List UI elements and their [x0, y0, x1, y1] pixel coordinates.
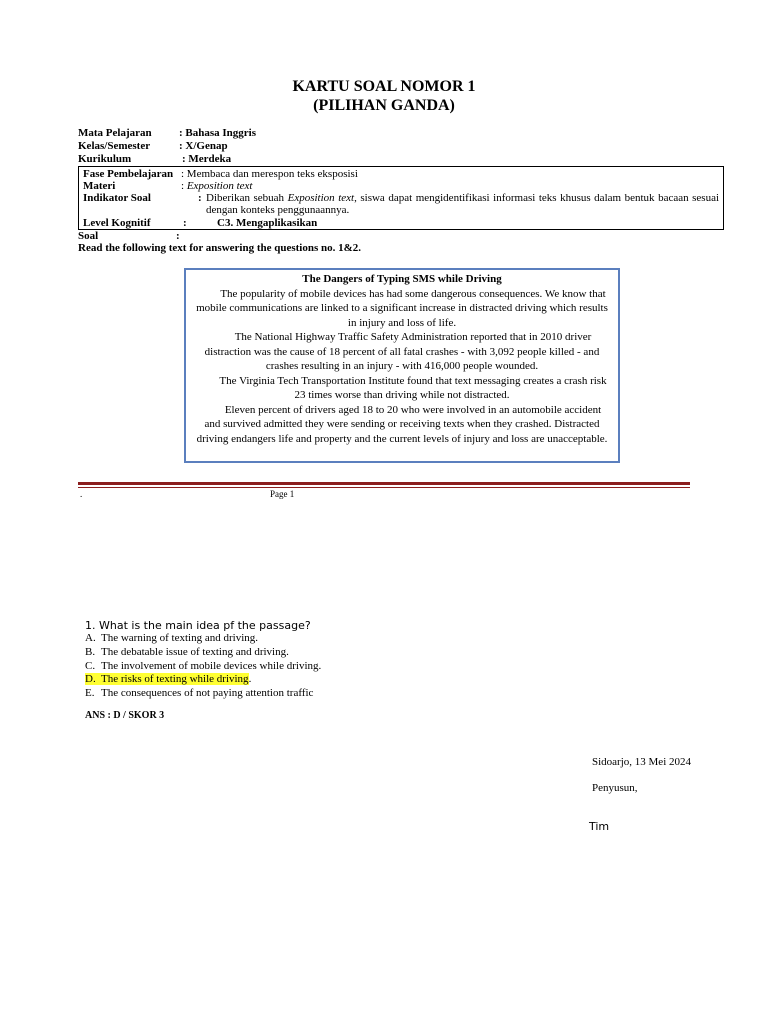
signature-place-date: Sidoarjo, 13 Mei 2024: [592, 756, 691, 768]
meta-curriculum-label: Kurikulum: [78, 153, 132, 165]
fase-value: : Membaca dan merespon teks eksposisi: [181, 168, 358, 180]
question-number: 1.: [85, 619, 96, 632]
meta-subject-label: Mata Pelajaran: [78, 127, 152, 139]
passage-paragraph-3: The Virginia Tech Transportation Institute found that text messaging creates a crash risk 23 times worse than driving while not distracted.: [219, 374, 607, 401]
materi-row: [83, 180, 115, 192]
page-number: Page 1: [270, 489, 295, 499]
option-d-text: The risks of texting while driving: [101, 673, 249, 686]
card-subtitle: (PILIHAN GANDA): [313, 97, 455, 114]
signature-role: Penyusun,: [592, 782, 638, 794]
meta-curriculum: [78, 153, 231, 166]
meta-curriculum-value: : Merdeka: [182, 153, 232, 165]
materi-label: Materi: [83, 180, 116, 192]
indikator-text: Diberikan sebuah Exposition text, siswa dapat mengidentifikasi informasi teks khusus dalam bentuk bacaan sesuai dengan konteks penggunaannya.: [206, 192, 720, 216]
meta-class-label: Kelas/Semester: [78, 140, 151, 152]
option-a[interactable]: A. The warning of texting and driving.: [85, 632, 259, 644]
materi-value-row: [181, 180, 253, 192]
question-text: What is the main idea pf the passage?: [99, 619, 311, 632]
level-label: Level Kognitif: [83, 217, 151, 229]
option-e[interactable]: E. The consequences of not paying attention traffic: [85, 687, 314, 700]
answer-options: [85, 632, 321, 701]
meta-class: [78, 140, 228, 153]
soal-colon: :: [176, 230, 180, 242]
passage-paragraph-2: The National Highway Traffic Safety Administration reported that in 2010 driver distraction was the cause of 18 percent of all fatal crashes - with 3,092 people killed - and crashes resulting in an injury - with 416,000 people wounded.: [204, 331, 600, 372]
indikator-colon: :: [198, 192, 202, 204]
meta-subject-value: : Bahasa Inggris: [179, 127, 257, 139]
option-b[interactable]: B. The debatable issue of texting and driving.: [85, 645, 289, 658]
card-title: KARTU SOAL NOMOR 1: [292, 78, 476, 95]
indikator-label: Indikator Soal: [83, 192, 151, 204]
passage-title: The Dangers of Typing SMS while Driving: [302, 273, 502, 285]
info-box: [78, 166, 724, 230]
footer-rule-thin: [78, 487, 690, 488]
level-row: [83, 217, 151, 229]
option-d[interactable]: D. The risks of texting while driving.: [85, 673, 252, 686]
answer-key: ANS : D / SKOR 3: [85, 710, 165, 721]
signature-name: Tim: [589, 820, 610, 833]
materi-colon: :: [181, 180, 187, 192]
fase-label: Fase Pembelajaran: [83, 168, 174, 180]
fase-row: [83, 168, 173, 180]
question-1: [85, 619, 311, 632]
passage-box: [184, 268, 620, 463]
instruction: Read the following text for answering the questions no. 1&2.: [78, 242, 362, 254]
meta-subject: [78, 127, 256, 140]
level-value: C3. Mengaplikasikan: [217, 217, 318, 229]
footer-dot: .: [80, 489, 83, 499]
footer-rule-thick: [78, 482, 690, 485]
passage-paragraph-1: The popularity of mobile devices has had some dangerous consequences. We know that mobile communications are linked to a significant increase in distracted driving which results in injury and loss of life.: [196, 287, 608, 329]
soal-label: Soal: [78, 230, 99, 242]
level-colon: :: [183, 217, 187, 229]
indikator-row: [83, 192, 151, 204]
passage-paragraph-4: Eleven percent of drivers aged 18 to 20 who were involved in an automobile accident and survived admitted they were sending or receiving texts when they crashed. Distracted driving endangers life and property and the current levels of injury and loss are unacceptable.: [196, 403, 608, 445]
option-c[interactable]: C. The involvement of mobile devices while driving.: [85, 659, 322, 672]
meta-class-value: : X/Genap: [179, 140, 228, 152]
materi-value: Exposition text: [186, 180, 253, 192]
